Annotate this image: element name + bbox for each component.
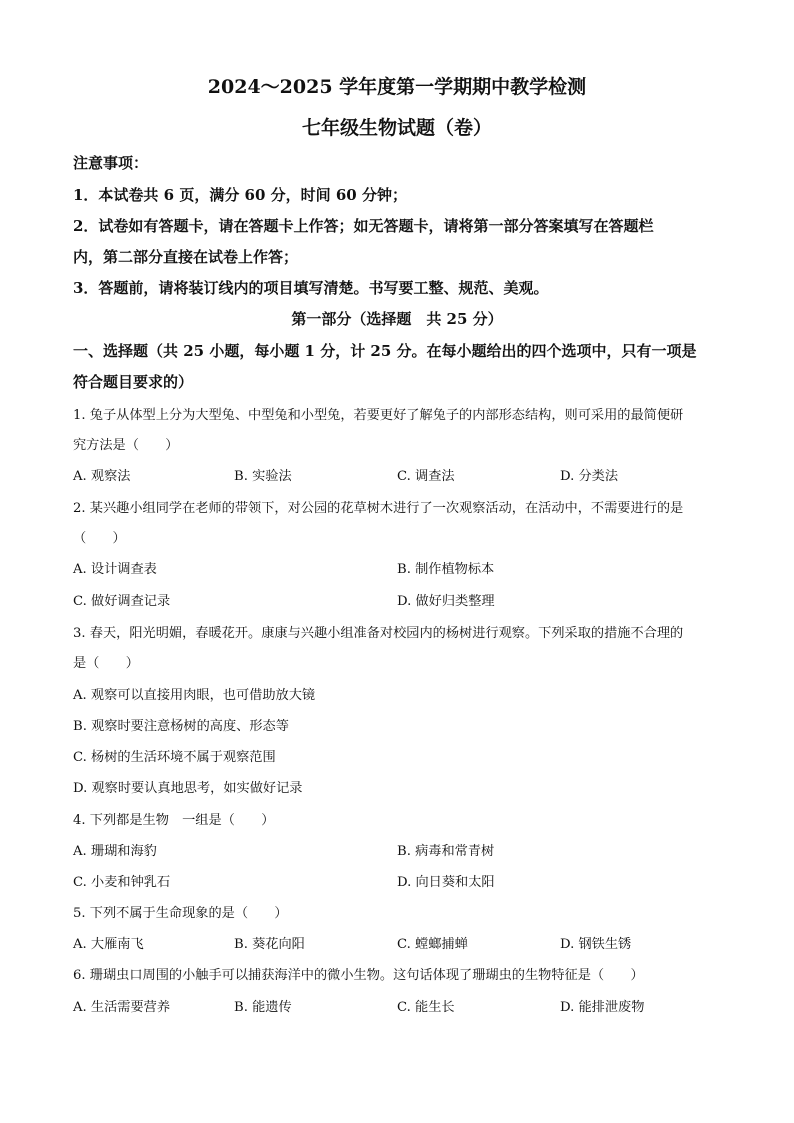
question-3-option-c: C. 杨树的生活环境不属于观察范围 bbox=[73, 750, 276, 765]
question-2-option-d: D. 做好归类整理 bbox=[397, 594, 495, 609]
question-5-stem: 5. 下列不属于生命现象的是（ ） bbox=[73, 906, 288, 921]
question-2-stem: 2. 某兴趣小组同学在老师的带领下，对公园的花草树木进行了一次观察活动，在活动中，不需要进行的是 bbox=[73, 501, 684, 516]
question-6-stem: 6. 珊瑚虫口周围的小触手可以捕获海洋中的微小生物。这句话体现了珊瑚虫的生物特征是（ ） bbox=[73, 968, 644, 983]
note-3: 3．答题前，请将装订线内的项目填写清楚。书写要工整、规范、美观。 bbox=[73, 279, 549, 297]
question-1-stem: 1. 兔子从体型上分为大型兔、中型兔和小型兔，若要更好了解兔子的内部形态结构，则可采用的最简便研 bbox=[73, 408, 684, 423]
question-1-option-b: B. 实验法 bbox=[234, 469, 292, 484]
question-3-option-d: D. 观察时要认真地思考，如实做好记录 bbox=[73, 781, 303, 796]
question-6-option-c: C. 能生长 bbox=[397, 1000, 455, 1015]
exam-subtitle: 七年级生物试题（卷） bbox=[301, 117, 492, 139]
question-6-option-b: B. 能遗传 bbox=[234, 1000, 292, 1015]
question-3-stem: 3. 春天，阳光明媚，春暖花开。康康与兴趣小组准备对校园内的杨树进行观察。下列采取的措施不合理的 bbox=[73, 626, 684, 641]
question-2-option-a: A. 设计调查表 bbox=[73, 562, 157, 577]
question-4-option-a: A. 珊瑚和海豹 bbox=[73, 844, 157, 859]
question-5-option-a: A. 大雁南飞 bbox=[73, 937, 144, 952]
part1-instructions-cont: 符合题目要求的） bbox=[73, 373, 194, 391]
note-2-cont: 内，第二部分直接在试卷上作答； bbox=[73, 248, 299, 266]
question-6-option-a: A. 生活需要营养 bbox=[73, 1000, 171, 1015]
note-1: 1．本试卷共 6 页，满分 60 分，时间 60 分钟； bbox=[73, 186, 407, 204]
question-1-option-c: C. 调查法 bbox=[397, 469, 455, 484]
question-1-stem-cont: 究方法是（ ） bbox=[73, 438, 179, 453]
question-1-option-a: A. 观察法 bbox=[73, 469, 131, 484]
question-2-option-c: C. 做好调查记录 bbox=[73, 594, 171, 609]
question-5-option-c: C. 螳螂捕蝉 bbox=[397, 937, 468, 952]
question-2-option-b: B. 制作植物标本 bbox=[397, 562, 495, 577]
question-2-stem-cont: （ ） bbox=[73, 531, 126, 546]
question-1-option-d: D. 分类法 bbox=[560, 469, 619, 484]
question-5-option-d: D. 钢铁生锈 bbox=[560, 937, 632, 952]
part1-instructions: 一、选择题（共 25 小题，每小题 1 分，计 25 分。在每小题给出的四个选项中，只有一项是 bbox=[73, 342, 697, 360]
question-3-option-a: A. 观察可以直接用肉眼，也可借助放大镜 bbox=[73, 688, 316, 703]
note-2: 2．试卷如有答题卡，请在答题卡上作答；如无答题卡，请将第一部分答案填写在答题栏 bbox=[73, 217, 654, 235]
exam-title: 2024～2025 学年度第一学期期中教学检测 bbox=[207, 76, 587, 98]
question-5-option-b: B. 葵花向阳 bbox=[234, 937, 305, 952]
question-4-option-c: C. 小麦和钟乳石 bbox=[73, 875, 171, 890]
notes-heading: 注意事项： bbox=[73, 154, 149, 172]
question-3-option-b: B. 观察时要注意杨树的高度、形态等 bbox=[73, 719, 289, 734]
part1-title: 第一部分（选择题 共 25 分） bbox=[291, 310, 503, 328]
question-3-stem-cont: 是（ ） bbox=[73, 656, 139, 671]
question-4-option-d: D. 向日葵和太阳 bbox=[397, 875, 495, 890]
question-4-option-b: B. 病毒和常青树 bbox=[397, 844, 495, 859]
question-4-stem: 4. 下列都是生物 一组是（ ） bbox=[73, 813, 275, 828]
question-6-option-d: D. 能排泄废物 bbox=[560, 1000, 645, 1015]
